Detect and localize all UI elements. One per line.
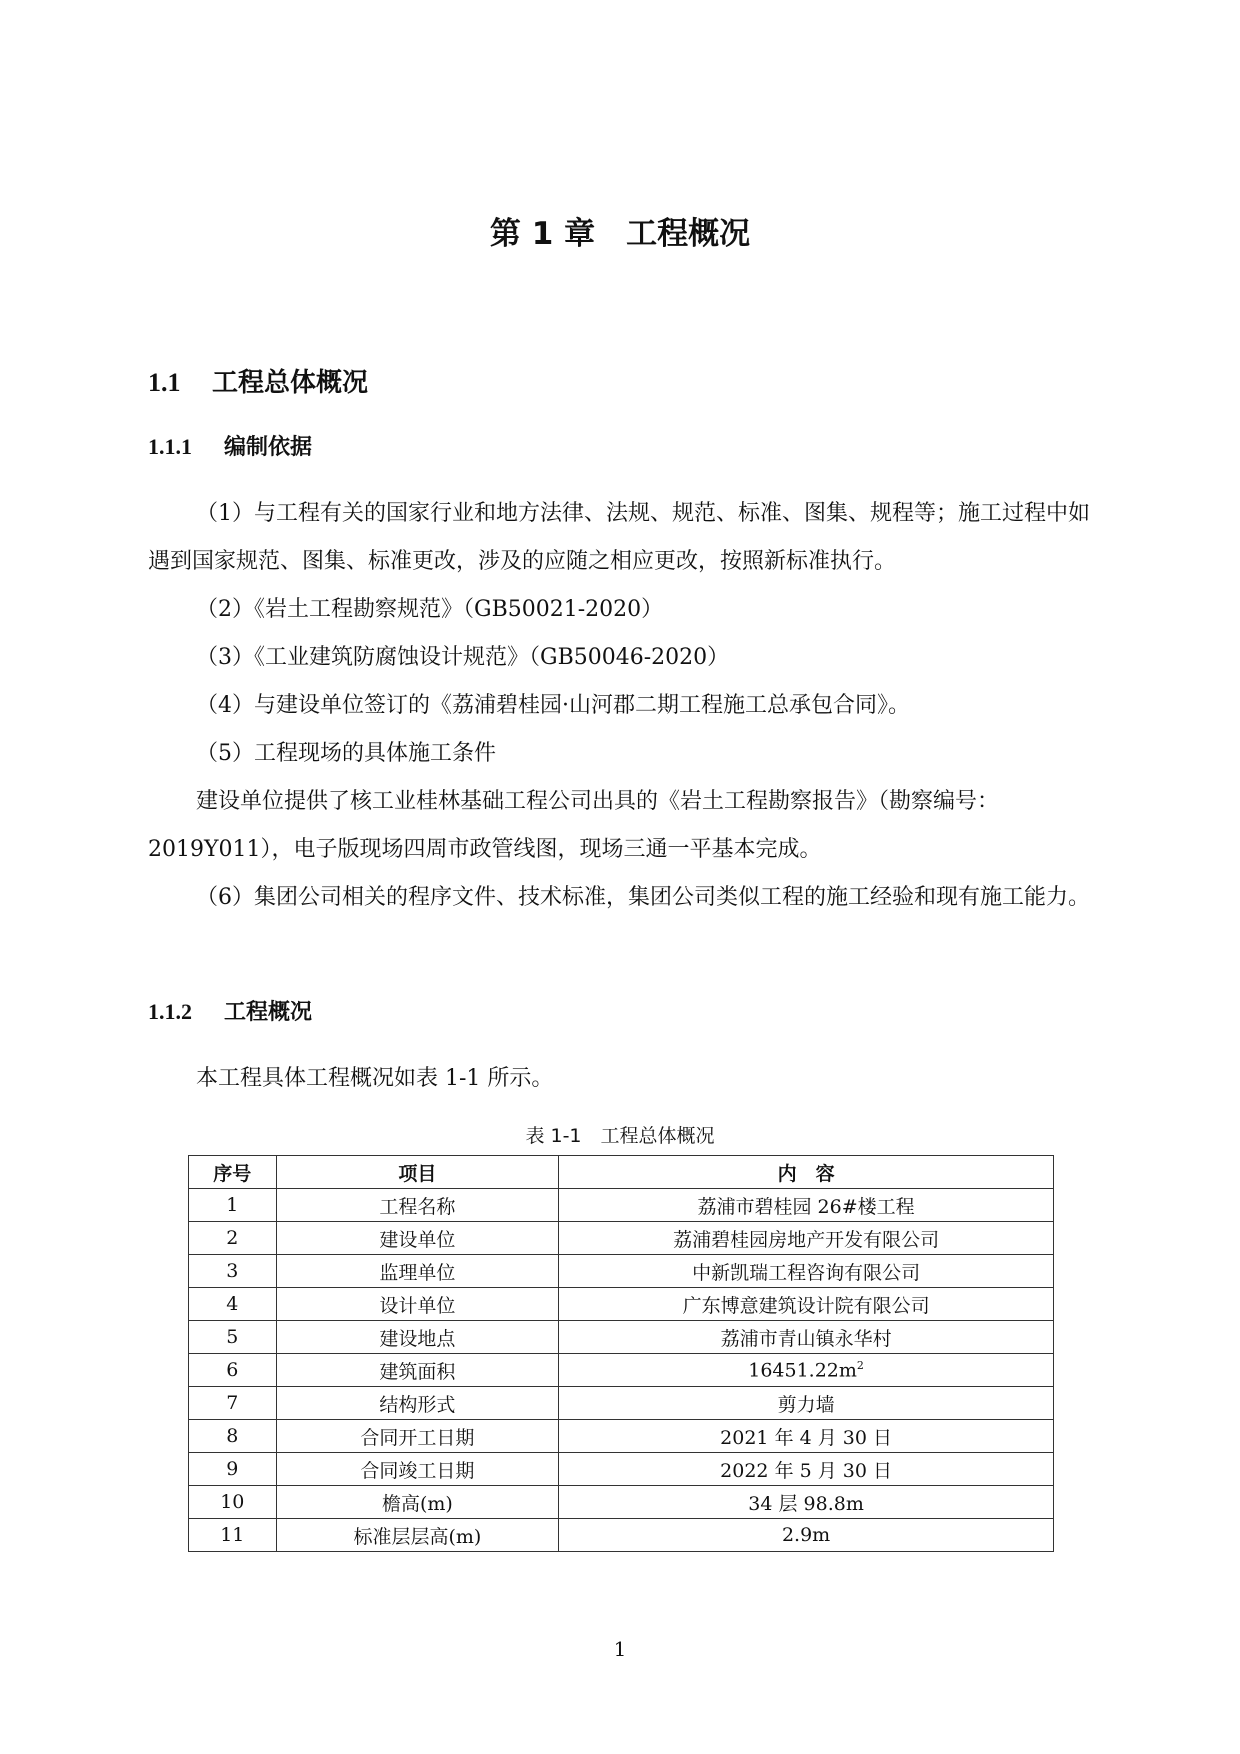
chapter-title: 第 1 章 工程概况 (489, 216, 751, 252)
cell-item: 合同竣工日期 (276, 1453, 559, 1486)
cell-content: 34 层 98.8m (559, 1486, 1054, 1519)
section-heading-1-1 (148, 362, 368, 399)
cell-content (559, 1354, 1054, 1387)
section-heading-1-1-1 (148, 430, 312, 461)
table-row (189, 1354, 1054, 1387)
table-row (189, 1321, 1054, 1354)
table-row (189, 1519, 1054, 1552)
area-value: 16451.22m (748, 1359, 857, 1382)
cell-no: 2 (189, 1222, 277, 1255)
cell-content: 荔浦碧桂园房地产开发有限公司 (559, 1222, 1054, 1255)
header-content: 内 容 (559, 1156, 1054, 1189)
table-row (189, 1486, 1054, 1519)
cell-item: 监理单位 (276, 1255, 559, 1288)
cell-item: 设计单位 (276, 1288, 559, 1321)
cell-no: 6 (189, 1354, 277, 1387)
paragraph: （4）与建设单位签订的《荔浦碧桂园·山河郡二期工程施工总承包合同》。 (196, 693, 910, 718)
cell-item: 建设单位 (276, 1222, 559, 1255)
cell-item: 合同开工日期 (276, 1420, 559, 1453)
cell-no: 5 (189, 1321, 277, 1354)
paragraph: （3）《工业建筑防腐蚀设计规范》（GB50046-2020） (196, 645, 730, 670)
cell-no: 8 (189, 1420, 277, 1453)
table-row (189, 1288, 1054, 1321)
section-number: 1.1 (148, 368, 181, 397)
paragraph: 建设单位提供了核工业桂林基础工程公司出具的《岩土工程勘察报告》（勘察编号：2019Y011），电子版现场四周市政管线图，现场三通一平基本完成。 (148, 789, 1000, 862)
area-unit-exponent: 2 (856, 1358, 864, 1372)
cell-content: 广东博意建筑设计院有限公司 (559, 1288, 1054, 1321)
header-no: 序号 (189, 1156, 277, 1189)
project-overview-table (188, 1155, 1054, 1552)
paragraph: （5）工程现场的具体施工条件 (196, 741, 496, 766)
cell-item: 标准层层高(m) (276, 1519, 559, 1552)
paragraph: （1）与工程有关的国家行业和地方法律、法规、规范、标准、图集、规程等；施工过程中如遇到国家规范、图集、标准更改，涉及的应随之相应更改，按照新标准执行。 (148, 501, 1091, 574)
cell-no: 1 (189, 1189, 277, 1222)
cell-no: 7 (189, 1387, 277, 1420)
section-number: 1.1.2 (148, 999, 192, 1024)
cell-item: 工程名称 (276, 1189, 559, 1222)
cell-no: 11 (189, 1519, 277, 1552)
header-item: 项目 (276, 1156, 559, 1189)
page-number: 1 (613, 1637, 627, 1661)
cell-no: 4 (189, 1288, 277, 1321)
cell-content: 2022 年 5 月 30 日 (559, 1453, 1054, 1486)
paragraph: （2）《岩土工程勘察规范》（GB50021-2020） (196, 597, 664, 622)
cell-item: 建筑面积 (276, 1354, 559, 1387)
table-row (189, 1189, 1054, 1222)
cell-content: 荔浦市碧桂园 26#楼工程 (559, 1189, 1054, 1222)
cell-no: 3 (189, 1255, 277, 1288)
cell-content: 2.9m (559, 1519, 1054, 1552)
cell-content: 剪力墙 (559, 1387, 1054, 1420)
cell-content: 荔浦市青山镇永华村 (559, 1321, 1054, 1354)
cell-content: 2021 年 4 月 30 日 (559, 1420, 1054, 1453)
table-intro: 本工程具体工程概况如表 1-1 所示。 (196, 1066, 554, 1091)
cell-item: 建设地点 (276, 1321, 559, 1354)
paragraph: （6）集团公司相关的程序文件、技术标准，集团公司类似工程的施工经验和现有施工能力。 (196, 885, 1091, 910)
table-header-row (189, 1156, 1054, 1189)
table-row (189, 1387, 1054, 1420)
table-row (189, 1420, 1054, 1453)
section-title: 工程总体概况 (212, 368, 369, 398)
cell-no: 9 (189, 1453, 277, 1486)
table-caption: 表 1-1 工程总体概况 (525, 1125, 715, 1147)
table-row (189, 1255, 1054, 1288)
section-number: 1.1.1 (148, 434, 192, 459)
section-title: 工程概况 (224, 1000, 313, 1025)
cell-content: 中新凯瑞工程咨询有限公司 (559, 1255, 1054, 1288)
table-row (189, 1453, 1054, 1486)
section-title: 编制依据 (224, 435, 313, 460)
cell-item: 檐高(m) (276, 1486, 559, 1519)
cell-item: 结构形式 (276, 1387, 559, 1420)
table-row (189, 1222, 1054, 1255)
cell-no: 10 (189, 1486, 277, 1519)
section-heading-1-1-2 (148, 995, 312, 1026)
